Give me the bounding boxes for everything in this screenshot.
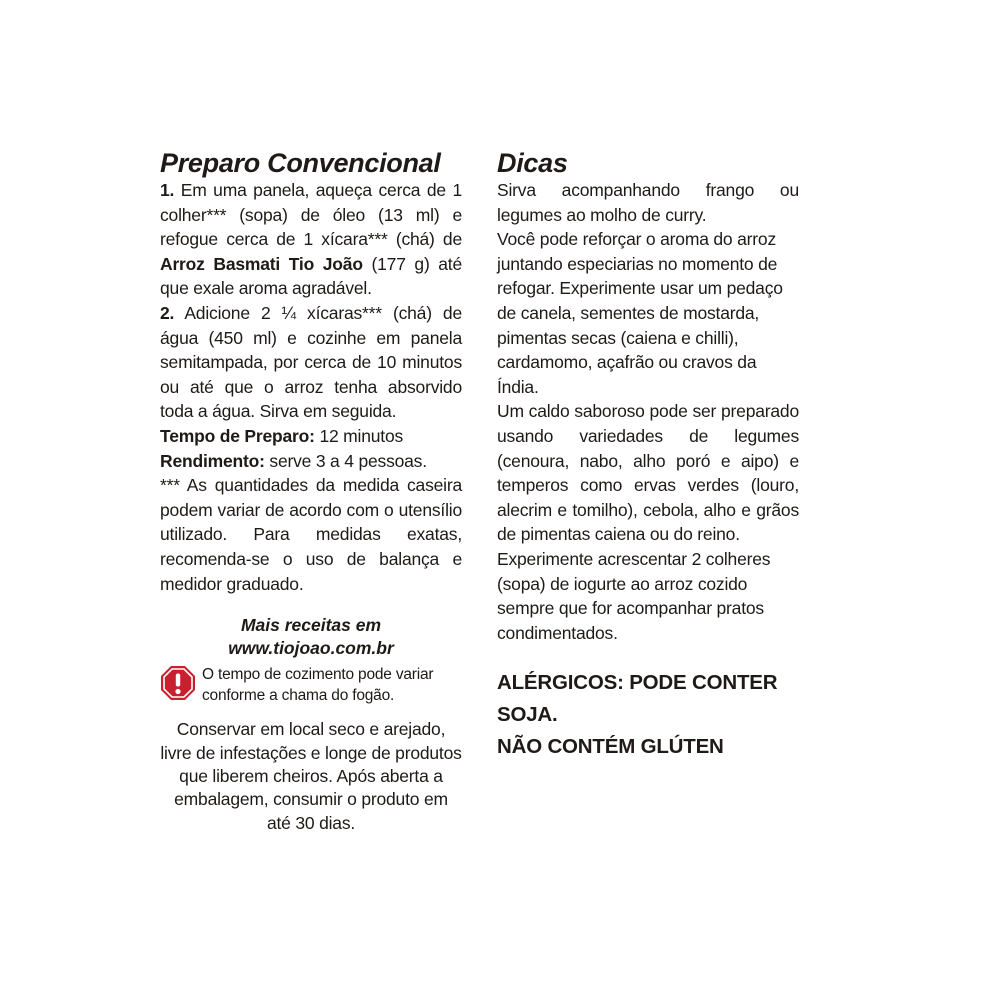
allergen-line-2: NÃO CONTÉM GLÚTEN [497, 735, 724, 759]
more-recipes [160, 614, 462, 660]
warning-text: O tempo de cozimento pode variar conforme a chama do fogão. [202, 666, 434, 705]
exclamation-octagon-icon [160, 665, 196, 701]
yield-value: serve 3 a 4 pessoas. [264, 450, 427, 471]
dicas-paragraph-4: Experimente acrescentar 2 colheres (sopa) de iogurte ao arroz cozido sempre que for acompanhar pratos condimentados. [497, 548, 771, 643]
preparo-step-1 [160, 178, 462, 301]
cooking-warning [160, 664, 462, 706]
preparo-section [160, 148, 462, 835]
storage-instructions: Conservar em local seco e arejado, livre de infestações e longe de produtos que liberem cheiros. Após aberta a embalagem, consumir o produto em até 30 dias. [160, 719, 462, 833]
allergen-line-1: ALÉRGICOS: PODE CONTER SOJA. [497, 671, 778, 727]
preparo-step-2 [160, 301, 462, 424]
step-1-product-name: Arroz Basmati Tio João [160, 253, 363, 274]
dicas-paragraph-1: Sirva acompanhando frango ou legumes ao molho de curry. [497, 180, 799, 225]
dicas-section [497, 148, 799, 763]
dicas-paragraph-3: Um caldo saboroso pode ser preparado usando variedades de legumes (cenoura, nabo, alho poró e aipo) e temperos como ervas verdes (louro, alecrim e tomilho), cebola, alho e grãos de pimentas caiena ou do reino. [497, 401, 799, 545]
time-value: 12 minutos [314, 425, 404, 446]
measure-note: *** As quantidades da medida caseira podem variar de acordo com o utensílio utilizado. Para medidas exatas, recomenda-se o uso de balança e medidor graduado. [160, 475, 462, 594]
yield-label: Rendimento: [160, 450, 265, 471]
allergen-info [497, 667, 799, 763]
dicas-paragraph-2: Você pode reforçar o aroma do arroz juntando especiarias no momento de refogar. Experimente usar um pedaço de canela, sementes de mostarda, pimentas secas (caiena e chilli), cardamomo, açafrão ou cravos da Índia. [497, 229, 783, 397]
dicas-title: Dicas [497, 148, 568, 178]
time-label: Tempo de Preparo: [160, 425, 315, 446]
website-link[interactable]: www.tiojoao.com.br [228, 638, 394, 659]
preparo-title: Preparo Convencional [160, 148, 441, 178]
more-recipes-line-1: Mais receitas em [240, 615, 382, 636]
step-1-text: Em uma panela, aqueça cerca de 1 colher*** (sopa) de óleo (13 ml) e refogue cerca de 1 xícara*** (chá) de [160, 180, 462, 250]
step-1-number: 1. [160, 180, 175, 200]
preparo-yield [160, 449, 462, 474]
step-2-text: Adicione 2 ¼ xícaras*** (chá) de água (450 ml) e cozinhe em panela semitampada, por cerca de 10 minutos ou até que o arroz tenha absorvido toda a água. Sirva em seguida. [160, 302, 462, 422]
step-2-number: 2. [160, 302, 175, 323]
preparo-time [160, 424, 462, 449]
step-1-end: (177 g) até que exale aroma agradável. [160, 253, 462, 299]
